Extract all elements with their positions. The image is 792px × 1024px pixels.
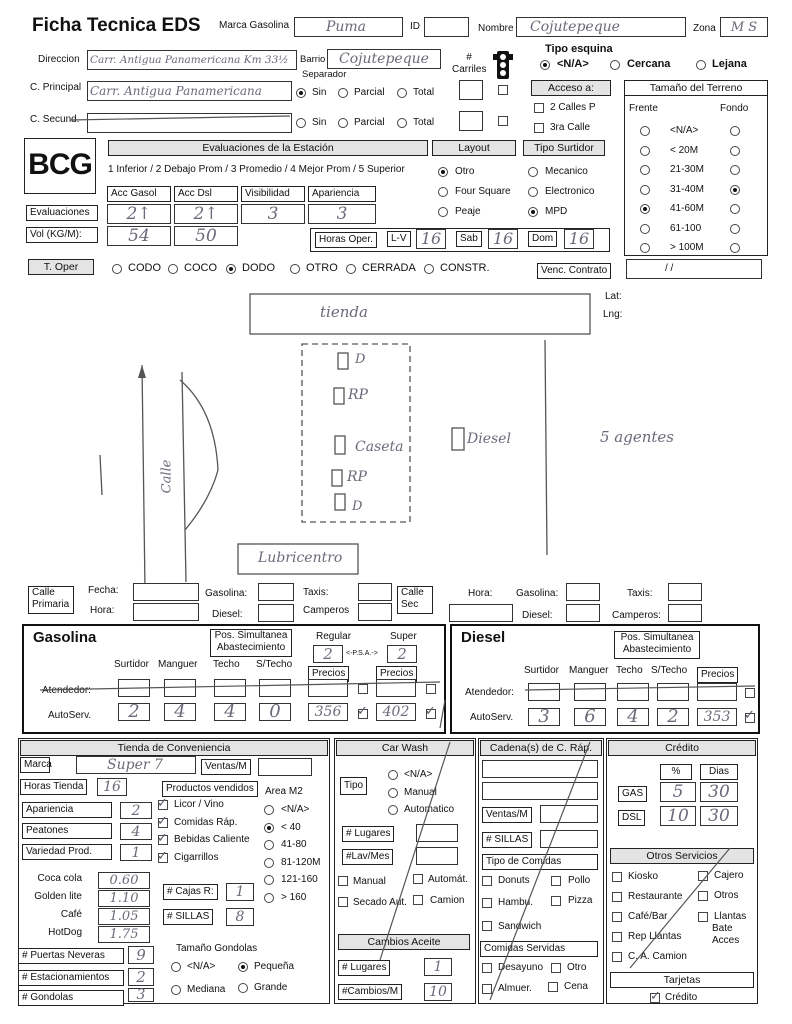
dsl-atendedor-label: Atendedor: <box>465 687 514 698</box>
servicio-label: Otros <box>714 890 739 901</box>
producto-check-mark: ✓ <box>157 796 168 811</box>
psa-label: <-P.S.A.-> <box>346 650 378 657</box>
producto-check-mark: ✓ <box>157 813 168 829</box>
tipo-esquina-label: Tipo esquina <box>545 43 613 55</box>
layout-peaje-label: Peaje <box>455 206 481 217</box>
neveras-value: 9 <box>136 945 146 964</box>
gondolas-value: 3 <box>136 987 146 1003</box>
servida-almuer-label: Almuer. <box>498 983 532 994</box>
barrio-label: Barrio <box>300 54 326 65</box>
gas-col-techo: Techo <box>213 659 240 670</box>
gas-autoserv-value: 4 <box>224 701 236 722</box>
sketch-tienda-label: tienda <box>320 303 368 321</box>
gas-precio-regular-value: 356 <box>314 704 342 720</box>
gas-col-surtidor: Surtidor <box>114 659 150 670</box>
principal-label: C. Principal <box>30 82 82 93</box>
id-label: ID <box>410 21 420 32</box>
evaluaciones-label: Evaluaciones <box>26 205 98 221</box>
gas-col-manguer: Manguer <box>158 659 198 670</box>
sketch-agentes-label: 5 agentes <box>600 428 674 446</box>
layout-header: Layout <box>432 140 516 156</box>
credito-dsl-label: DSL <box>618 810 645 826</box>
form-title: Ficha Tecnica EDS <box>32 15 201 36</box>
tienda-row-value: 1 <box>131 844 141 861</box>
dsl-precios-label: Precios <box>697 667 738 683</box>
contrato-label: Venc. Contrato <box>537 263 611 279</box>
esquina-cercana-label: Cercana <box>627 58 671 70</box>
fecha-label: Fecha: <box>88 585 119 596</box>
comida-sandwich-label: Sandwich <box>498 921 542 932</box>
tienda-marca-label: Marca <box>20 757 50 773</box>
credito-gas-label: GAS <box>618 786 647 802</box>
sketch-rp1-label: RP <box>348 387 368 403</box>
calle-sec-label: Calle Sec <box>397 586 433 614</box>
gas-autoserv-value: 2 <box>128 701 140 722</box>
dsl-autoserv-value: 2 <box>667 706 679 727</box>
precio-label: Coca cola <box>37 873 82 884</box>
cambios-lugares-label: # Lugares <box>338 960 390 976</box>
vol-gasol-value: 54 <box>128 225 150 246</box>
t-oper-label: T. Oper <box>28 259 94 275</box>
horas-lv-label: L-V <box>387 231 411 247</box>
gondola-mediana-label: Mediana <box>187 984 226 995</box>
cadena-ventas-label: Ventas/M <box>482 807 532 823</box>
gas-autoserv-regular-check-mark: ✓ <box>357 704 368 719</box>
carwash-header: Car Wash <box>336 740 474 756</box>
separador-label: Separador <box>302 69 347 80</box>
servicio-label: C. A. Camion <box>628 951 687 962</box>
carwash-auto-label: Automatico <box>404 804 455 815</box>
eval-col-apariencia: Apariencia <box>308 186 376 202</box>
producto-label: Comidas Ráp. <box>174 816 238 828</box>
sketch-rp2-label: RP <box>347 469 367 485</box>
tarjeta-credito-label: Crédito <box>665 992 698 1003</box>
credito-gas-pct-value: 5 <box>672 781 684 802</box>
carwash-na-label: <N/A> <box>404 769 433 780</box>
area-label: < 40 <box>281 821 301 833</box>
cadena-header: Cadena(s) de C. Ráp. <box>480 740 602 756</box>
carwash-manual-label: Manual <box>404 787 437 798</box>
surtidor-header: Tipo Surtidor <box>523 140 605 156</box>
gas-autoserv-label: AutoServ. <box>48 710 92 721</box>
productos-label: Productos vendidos <box>162 781 258 797</box>
vol-dsl-value: 50 <box>195 225 217 246</box>
servicio-label: Kiosko <box>628 871 659 882</box>
acceso-header: Acceso a: <box>531 80 611 96</box>
terreno-size-label: 21-30M <box>670 164 704 175</box>
camperos-sec-label: Camperos: <box>612 610 661 621</box>
barrio-value: Cojutepeque <box>339 51 429 67</box>
gasolina-pos-sim: Pos. Simultanea Abastecimiento <box>210 629 292 657</box>
fondo-label: Fondo <box>720 103 749 114</box>
credito-pct-label: % <box>660 764 692 780</box>
diesel-title: Diesel <box>461 629 506 646</box>
precio-value: 1.75 <box>109 927 139 942</box>
dsl-col-surtidor: Surtidor <box>524 665 560 676</box>
eval-acc-gasol-value: 2↑ <box>126 203 152 224</box>
tarjetas-header: Tarjetas <box>610 972 754 988</box>
lat-label: Lat: <box>605 291 622 302</box>
tienda-row-value: 4 <box>131 823 141 840</box>
super-value: 2 <box>397 644 407 663</box>
camperos-label: Camperos <box>303 605 350 616</box>
credito-header: Crédito <box>608 740 756 756</box>
tipo-comidas-label: Tipo de Comidas <box>482 854 598 870</box>
sketch-lubricentro-label: Lubricentro <box>258 550 343 566</box>
eval-acc-dsl-value: 2↑ <box>193 203 219 224</box>
tienda-marca-value: Super 7 <box>107 757 163 773</box>
dsl-autoserv-value: 6 <box>584 706 596 727</box>
producto-label: Bebidas Caliente <box>174 834 250 845</box>
regular-value: 2 <box>323 644 333 663</box>
esquina-lejana-label: Lejana <box>712 58 747 70</box>
oper-label: CERRADA <box>362 262 416 274</box>
servicio-label: Café/Bar <box>628 911 668 922</box>
terreno-header: Tamaño del Terreno <box>624 80 768 96</box>
principal-parcial-label: Parcial <box>354 87 385 98</box>
tienda-header: Tienda de Conveniencia <box>20 740 328 756</box>
gasolina-title: Gasolina <box>33 629 97 646</box>
gondola-pequena-label: Pequeña <box>254 961 295 972</box>
gas-atendedor-label: Atendedor: <box>42 685 91 696</box>
oper-label: DODO <box>242 262 275 274</box>
layout-otro-label: Otro <box>455 166 475 177</box>
carriles-label: # Carriles <box>452 52 487 75</box>
nombre-value: Cojutepeque <box>530 19 620 35</box>
eval-col-acc-dsl: Acc Dsl <box>174 186 238 202</box>
neveras-label: # Puertas Neveras <box>18 948 124 964</box>
carwash-opt-manual-label: Manual <box>353 876 386 887</box>
taxis-label: Taxis: <box>303 587 329 598</box>
gas-autoserv-super-check-mark: ✓ <box>425 704 436 719</box>
tam-gondolas-label: Tamaño Gondolas <box>176 943 258 954</box>
diesel-sec-label: Diesel: <box>522 610 553 621</box>
area-label: 121-160 <box>281 874 318 885</box>
zona-value: M S <box>730 19 758 35</box>
servida-otro-label: Otro <box>567 962 587 973</box>
sillas-label: # SILLAS <box>163 909 213 925</box>
acceso-3ra-label: 3ra Calle <box>550 122 591 133</box>
area-label: 41-80 <box>281 839 307 850</box>
dsl-col-stecho: S/Techo <box>651 665 688 676</box>
comida-pizza-label: Pizza <box>568 895 593 906</box>
marca-label: Marca Gasolina <box>219 20 290 31</box>
taxis-sec-label: Taxis: <box>627 588 653 599</box>
estac-label: # Estacionamientos <box>18 970 124 986</box>
precio-value: 0.60 <box>109 873 139 888</box>
carwash-opt-secado-label: Secado Aut. <box>353 897 407 908</box>
comida-donuts-label: Donuts <box>498 875 530 886</box>
servida-desayuno-label: Desayuno <box>498 962 544 973</box>
oper-label: CONSTR. <box>440 262 490 274</box>
servida-cena-label: Cena <box>564 981 588 992</box>
producto-label: Licor / Vino <box>174 799 224 810</box>
horas-dom-value: 16 <box>568 229 590 248</box>
surtidor-electronico-label: Electronico <box>545 186 595 197</box>
credito-gas-dias-value: 30 <box>708 781 730 802</box>
producto-check-mark: ✓ <box>157 848 168 864</box>
gasolina-count-label: Gasolina: <box>205 588 248 599</box>
producto-check-mark: ✓ <box>157 831 168 846</box>
tienda-row-label: Apariencia <box>22 802 112 818</box>
oper-label: COCO <box>184 262 217 274</box>
dsl-precio-value: 353 <box>703 709 731 725</box>
dsl-autoserv-value: 3 <box>538 706 550 727</box>
sketch-d1-label: D <box>355 352 366 367</box>
servicio-label: Llantas <box>714 911 747 922</box>
carwash-opt-camion-label: Camion <box>430 895 465 906</box>
secund-total-label: Total <box>413 117 435 128</box>
tienda-ventas-label: Ventas/M <box>201 759 251 775</box>
dsl-autoserv-value: 4 <box>627 706 639 727</box>
tienda-row-label: Variedad Prod. <box>22 844 112 860</box>
horas-sab-value: 16 <box>492 229 514 248</box>
principal-value: Carr. Antigua Panamericana <box>90 84 262 98</box>
hora-label: Hora: <box>90 605 115 616</box>
sketch-diesel-label: Diesel <box>467 431 511 447</box>
precio-label: Café <box>60 909 82 920</box>
terreno-size-label: <N/A> <box>670 125 699 136</box>
gas-col-stecho: S/Techo <box>256 659 293 670</box>
carwash-opt-automat-label: Automát. <box>428 874 469 885</box>
gas-precios-regular-label: Precios <box>308 666 349 682</box>
zona-label: Zona <box>693 23 716 34</box>
comida-hambu-label: Hambu. <box>498 897 534 908</box>
producto-label: Cigarrillos <box>174 851 219 863</box>
horas-lv-value: 16 <box>420 229 442 248</box>
principal-sin-label: Sin <box>312 87 327 98</box>
servicio-label: Acces <box>712 935 740 946</box>
comida-pollo-label: Pollo <box>568 875 591 886</box>
dsl-autoserv-check-mark: ✓ <box>744 708 755 723</box>
dsl-col-manguer: Manguer <box>569 665 609 676</box>
oper-label: CODO <box>128 262 161 274</box>
terreno-size-label: > 100M <box>670 242 704 253</box>
precio-label: Golden lite <box>34 891 82 902</box>
horas-dom-label: Dom <box>528 231 557 247</box>
dsl-autoserv-label: AutoServ. <box>470 712 514 723</box>
carwash-tipo-label: Tipo <box>340 777 367 795</box>
surtidor-mpd-label: MPD <box>545 206 568 217</box>
comidas-servidas-label: Comidas Servidas <box>480 941 598 957</box>
layout-foursquare-label: Four Square <box>455 186 511 197</box>
surtidor-mecanico-label: Mecanico <box>545 166 588 177</box>
sketch-d2-label: D <box>352 499 363 514</box>
terreno-size-label: < 20M <box>670 144 699 156</box>
credito-dias-label: Dias <box>700 764 738 780</box>
dsl-col-techo: Techo <box>616 665 643 676</box>
cambios-cambios-value: 10 <box>429 984 447 1000</box>
horas-label: Horas Oper. <box>315 232 377 248</box>
gas-autoserv-value: 0 <box>269 701 281 722</box>
principal-total-label: Total <box>413 87 435 98</box>
lng-label: Lng: <box>603 309 623 320</box>
secund-sin-label: Sin <box>312 117 327 128</box>
gasolina-sec-label: Gasolina: <box>516 588 559 599</box>
carwash-lugares-label: # Lugares <box>342 826 394 842</box>
otros-servicios-header: Otros Servicios <box>610 848 754 864</box>
contrato-value: / / <box>665 263 674 274</box>
direccion-label: Direccion <box>38 54 80 65</box>
direccion-value: Carr. Antigua Panamericana Km 33½ <box>90 53 289 66</box>
servicio-label: Cajero <box>714 870 744 881</box>
nombre-label: Nombre <box>478 23 514 34</box>
oper-label: OTRO <box>306 262 338 274</box>
diesel-count-label: Diesel: <box>212 609 243 620</box>
precio-value: 1.10 <box>109 891 139 906</box>
horas-sab-label: Sab <box>456 231 482 247</box>
tarjeta-credito-check-mark: ✓ <box>650 989 661 1004</box>
evaluaciones-header: Evaluaciones de la Estación <box>108 140 428 156</box>
tienda-row-value: 2 <box>131 802 141 819</box>
terreno-size-label: 41-60M <box>670 203 704 214</box>
secund-label: C. Secund. <box>30 114 80 125</box>
area-label: Area M2 <box>265 786 303 797</box>
servicio-label: Restaurante <box>628 891 683 902</box>
gas-precio-super-value: 402 <box>382 704 410 720</box>
credito-dsl-dias-value: 30 <box>708 805 730 826</box>
cajas-value: 1 <box>235 884 245 900</box>
tienda-horas-label: Horas Tienda <box>20 779 87 795</box>
eval-apariencia-value: 3 <box>336 203 348 224</box>
terreno-size-label: 31-40M <box>670 183 704 195</box>
estac-value: 2 <box>136 967 146 986</box>
sketch-caseta-label: Caseta <box>355 439 404 455</box>
frente-label: Frente <box>629 103 658 114</box>
servicio-label: Bate <box>712 923 733 934</box>
regular-label: Regular <box>316 631 352 642</box>
super-label: Super <box>390 631 417 642</box>
acceso-2calles-label: 2 Calles P <box>550 102 596 113</box>
evaluaciones-scale: 1 Inferior / 2 Debajo Prom / 3 Promedio / 4 Mejor Prom / 5 Superior <box>108 164 405 175</box>
cambios-cambios-label: #Cambios/M <box>338 984 402 1000</box>
gas-precios-super-label: Precios <box>376 666 417 682</box>
area-label: 81-120M <box>281 856 321 868</box>
carwash-lavmes-label: #Lav/Mes <box>342 849 393 865</box>
terreno-size-label: 61-100 <box>670 222 702 234</box>
servicio-label: Rep Llantas <box>628 931 682 942</box>
diesel-pos-sim: Pos. Simultanea Abastecimiento <box>614 631 700 659</box>
calle-primaria-label: Calle Primaria <box>28 586 74 614</box>
eval-visibilidad-value: 3 <box>267 203 279 224</box>
area-label: <N/A> <box>281 804 310 815</box>
secund-parcial-label: Parcial <box>354 117 385 128</box>
bcg-logo: BCG <box>28 148 92 181</box>
vol-label: Vol (KG/M): <box>26 227 98 243</box>
sketch-calle-label: Calle <box>159 459 175 494</box>
gas-autoserv-value: 4 <box>174 701 186 722</box>
cadena-sillas-label: # SILLAS <box>482 832 532 848</box>
gondola-grande-label: Grande <box>254 982 288 993</box>
credito-dsl-pct-value: 10 <box>667 805 689 826</box>
eval-col-acc-gasol: Acc Gasol <box>107 186 171 202</box>
marca-value: Puma <box>325 19 367 35</box>
cambios-lugares-value: 1 <box>433 959 443 975</box>
cajas-label: # Cajas R: <box>163 884 218 900</box>
cambios-header: Cambios Aceite <box>338 934 470 950</box>
precio-value: 1.05 <box>109 909 139 924</box>
gondola-na-label: <N/A> <box>187 961 216 972</box>
eval-col-visibilidad: Visibilidad <box>241 186 305 202</box>
area-label: > 160 <box>281 891 307 903</box>
precio-label: HotDog <box>48 927 82 938</box>
sillas-value: 8 <box>235 909 245 925</box>
tienda-horas-value: 16 <box>103 779 121 795</box>
hora-sec-label: Hora: <box>468 588 493 599</box>
tienda-row-label: Peatones <box>22 823 112 839</box>
gondolas-label: # Gondolas <box>18 990 124 1006</box>
esquina-na-label: <N/A> <box>557 58 589 70</box>
